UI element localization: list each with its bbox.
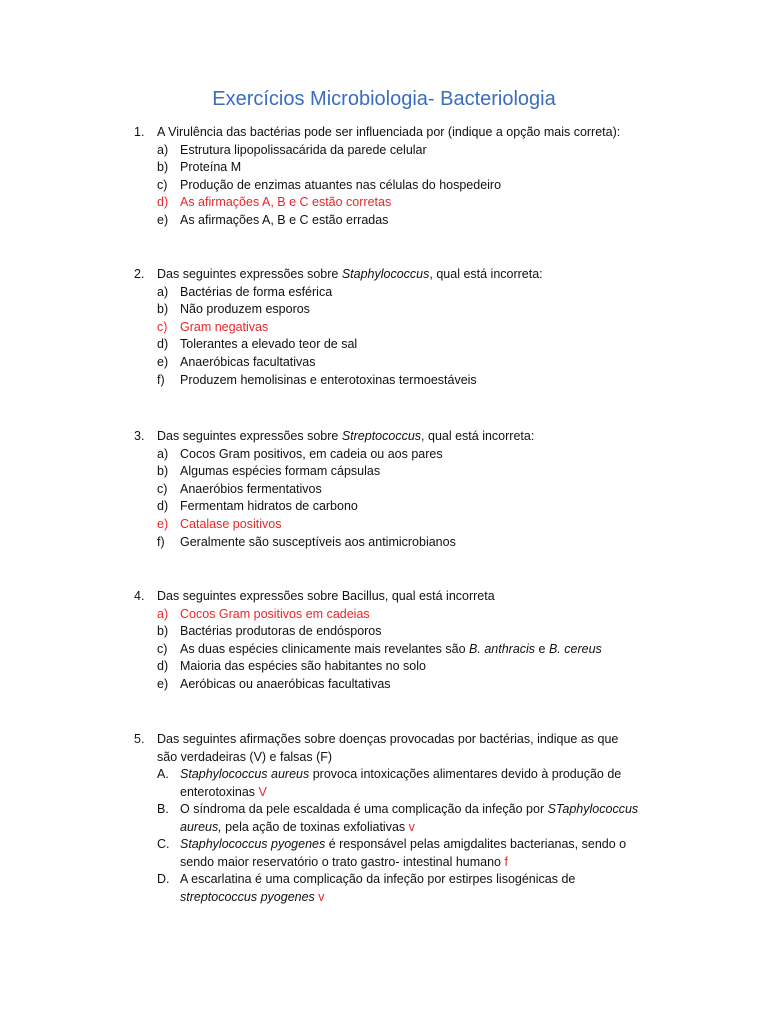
page-title: Exercícios Microbiologia- Bacteriologia	[212, 88, 556, 110]
option-c: c) Anaeróbios fermentativos	[157, 481, 322, 496]
question-text: Das seguintes expressões sobre Bacillus, qual está incorreta	[157, 589, 495, 603]
statement-b: B. O síndroma da pele escaldada é uma complicação da infeção por STaphylococcus aureus, pela ação de toxinas exfoliativas v	[157, 802, 639, 834]
true-false-mark: v	[408, 819, 415, 834]
option-b: b) Algumas espécies formam cápsulas	[157, 464, 381, 479]
option-c: c) Produção de enzimas atuantes nas células do hospedeiro	[157, 177, 502, 192]
option-a: a) Cocos Gram positivos, em cadeia ou aos pares	[157, 446, 443, 461]
option-e: e) Aeróbicas ou anaeróbicas facultativas	[157, 676, 391, 691]
question-3	[0, 428, 768, 551]
question-text: Das seguintes expressões sobre Staphylococcus, qual está incorreta:	[157, 267, 543, 281]
option-a: a) Estrutura lipopolissacárida da parede celular	[157, 142, 427, 157]
option-d: d) Fermentam hidratos de carbono	[157, 499, 358, 514]
question-number: 2.	[134, 267, 145, 281]
option-a-correct-answer: a) Cocos Gram positivos em cadeias	[157, 606, 370, 621]
question-1	[0, 124, 768, 230]
option-d: d) Tolerantes a elevado teor de sal	[157, 337, 358, 352]
option-b: b) Bactérias produtoras de endósporos	[157, 624, 382, 639]
question-number: 4.	[134, 589, 145, 603]
option-f: f) Produzem hemolisinas e enterotoxinas termoestáveis	[157, 372, 477, 387]
option-f: f) Geralmente são susceptíveis aos antimicrobianos	[157, 534, 456, 549]
true-false-mark: V	[258, 784, 267, 799]
question-5	[0, 731, 768, 906]
statement-a: A. Staphylococcus aureus provoca intoxicações alimentares devido à produção de enterotoxinas V	[157, 767, 622, 799]
question-number: 3.	[134, 429, 145, 443]
true-false-mark: f	[504, 854, 508, 869]
statement-c: C. Staphylococcus pyogenes é responsável pelas amigdalites bacterianas, sendo o sendo maior reservatório o trato gastro- intestinal humano f	[157, 837, 627, 869]
option-d: d) Maioria das espécies são habitantes no solo	[157, 659, 426, 674]
option-d-correct-answer: d) As afirmações A, B e C estão corretas	[157, 195, 392, 210]
question-2	[0, 266, 768, 389]
question-number: 1.	[134, 125, 145, 139]
question-number: 5.	[134, 732, 145, 746]
option-b: b) Proteína M	[157, 160, 242, 175]
true-false-mark: v	[318, 889, 325, 904]
question-4	[0, 588, 768, 694]
option-c-correct-answer: c) Gram negativas	[157, 319, 269, 334]
statement-d: D. A escarlatina é uma complicação da infeção por estirpes lisogénicas de streptococcus pyogenes v	[157, 872, 576, 904]
question-text: A Virulência das bactérias pode ser influenciada por (indique a opção mais correta):	[157, 125, 621, 139]
question-text: Das seguintes afirmações sobre doenças provocadas por bactérias, indique as que são verdadeiras (V) e falsas (F)	[157, 732, 619, 764]
option-e-correct-answer: e) Catalase positivos	[157, 516, 282, 531]
question-text: Das seguintes expressões sobre Streptococcus, qual está incorreta:	[157, 429, 535, 443]
option-e: e) As afirmações A, B e C estão erradas	[157, 212, 389, 227]
option-c: c) As duas espécies clinicamente mais revelantes são B. anthracis e B. cereus	[157, 641, 602, 656]
option-b: b) Não produzem esporos	[157, 302, 310, 317]
option-e: e) Anaeróbicas facultativas	[157, 354, 316, 369]
option-a: a) Bactérias de forma esférica	[157, 284, 333, 299]
